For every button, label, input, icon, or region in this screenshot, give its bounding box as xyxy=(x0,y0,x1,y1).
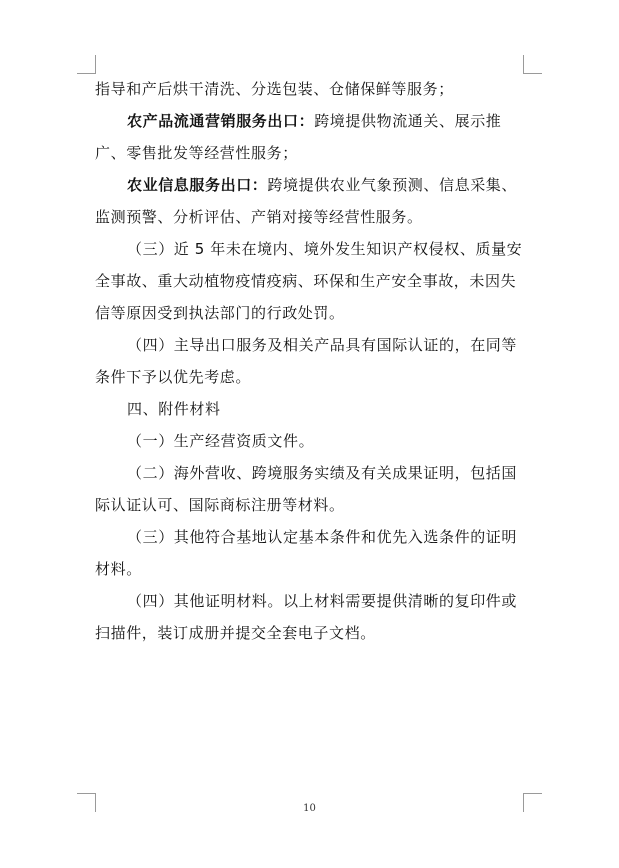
paragraph-text: （四）其他证明材料。以上材料需要提供清晰的复印件或扫描件，装订成册并提交全套电子文档。 xyxy=(95,592,518,642)
attachment-item-4 xyxy=(95,585,525,649)
paragraph-text: （一）生产经营资质文件。 xyxy=(127,432,315,450)
paragraph-lead: 农业信息服务出口： xyxy=(127,176,268,194)
attachment-item-3 xyxy=(95,521,525,585)
paragraph-marketing-service xyxy=(95,105,525,169)
section-heading-attachments xyxy=(95,393,525,425)
margin-corner-mark-top-left xyxy=(77,55,96,74)
paragraph-text: 跨境提供物流通关、展示推广、零售批发等经营性服务； xyxy=(95,112,502,162)
attachment-item-1 xyxy=(95,425,525,457)
page-number: 10 xyxy=(303,803,316,814)
margin-corner-mark-top-right xyxy=(523,55,542,74)
document-body xyxy=(95,73,525,649)
paragraph-item-3 xyxy=(95,233,525,329)
paragraph-lead: 农产品流通营销服务出口： xyxy=(127,112,315,130)
paragraph-text: （四）主导出口服务及相关产品具有国际认证的，在同等条件下予以优先考虑。 xyxy=(95,336,518,386)
section-heading-text: 四、附件材料 xyxy=(127,400,221,418)
paragraph-text: 跨境提供农业气象预测、信息采集、监测预警、分析评估、产销对接等经营性服务。 xyxy=(95,176,518,226)
paragraph-item-4 xyxy=(95,329,525,393)
attachment-item-2 xyxy=(95,457,525,521)
paragraph-text: （二）海外营收、跨境服务实绩及有关成果证明，包括国际认证认可、国际商标注册等材料。 xyxy=(95,464,518,514)
paragraph-text: （三）近 5 年未在境内、境外发生知识产权侵权、质量安全事故、重大动植物疫情疫病、环保和生产安全事故，未因失信等原因受到执法部门的行政处罚。 xyxy=(95,240,523,322)
paragraph-text: （三）其他符合基地认定基本条件和优先入选条件的证明材料。 xyxy=(95,528,518,578)
paragraph-continuation xyxy=(95,73,525,105)
paragraph-text: 指导和产后烘干清洗、分选包装、仓储保鲜等服务； xyxy=(95,80,454,98)
paragraph-information-service xyxy=(95,169,525,233)
